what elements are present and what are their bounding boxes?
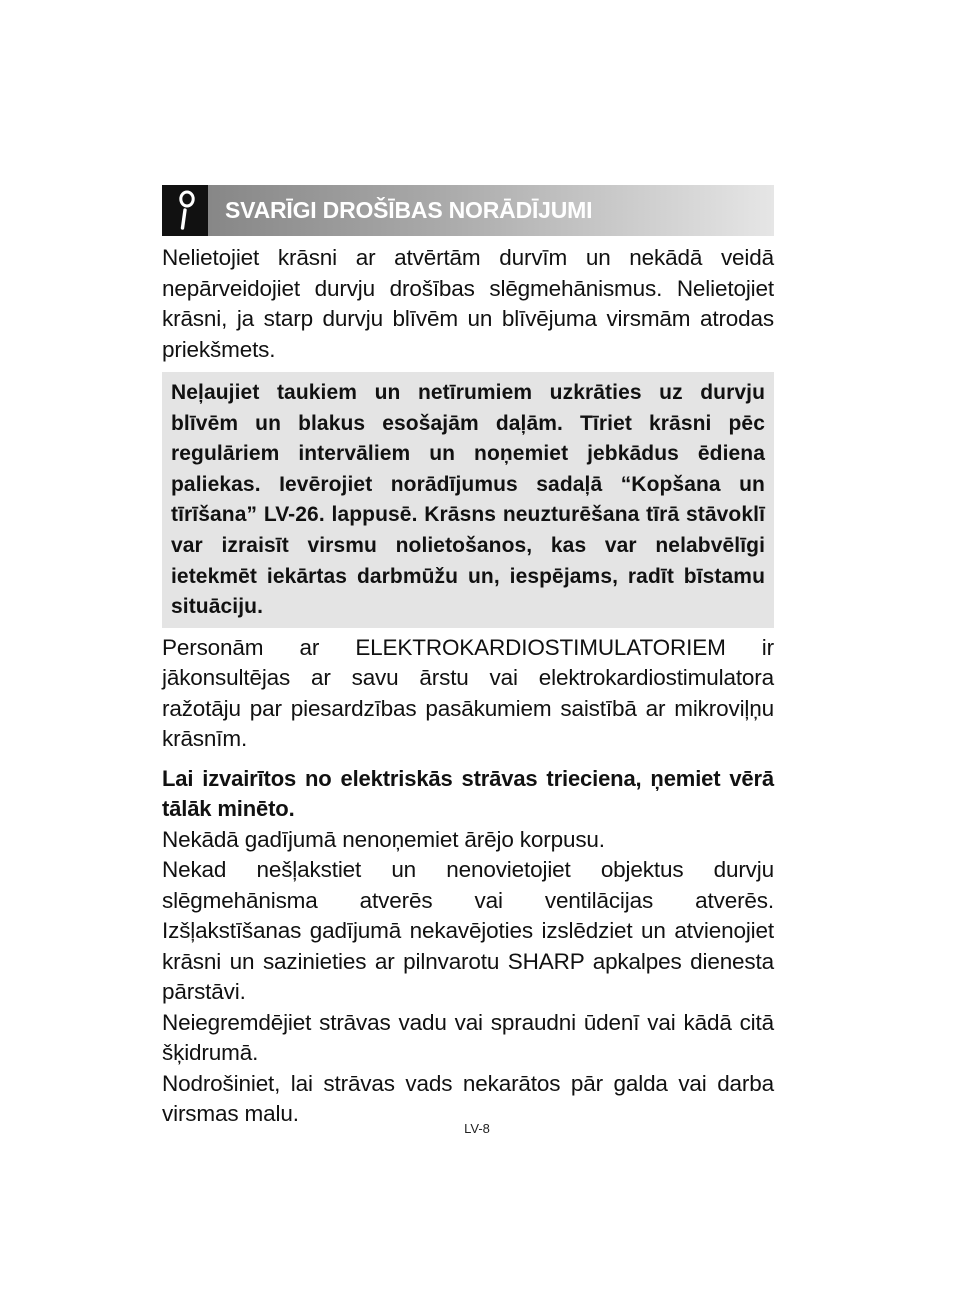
- immersion-paragraph: Neiegremdējiet strāvas vadu vai spraudni ūdenī vai kādā citā šķidrumā.: [162, 1009, 774, 1066]
- page-content: [162, 185, 774, 1130]
- page-number: LV-8: [464, 1121, 490, 1136]
- pacemaker-paragraph: Personām ar ELEKTROKARDIOSTIMULATORIEM ir jākonsultējas ar savu ārstu vai elektrokardiostimulatora ražotāju par piesardzības pasākumiem saistībā ar mikroviļņu krāsnīm.: [162, 634, 774, 752]
- warning-text: Neļaujiet taukiem un netīrumiem uzkrāties uz durvju blīvēm un blakus esošajām daļām. Tīriet krāsni pēc regulāriem intervāliem un noņemiet jebkādus ēdiena paliekas. Ievērojiet norādījumus sadaļā “Kopšana un tīrīšana” LV-26. lappusē. Krāsns neuzturēšana tīrā stāvoklī var izraisīt virsmu nolietošanos, kas var nelabvēlīgi ietekmēt iekārtas darbmūžu un, iespējams, radīt bīstamu situāciju.: [171, 381, 765, 619]
- warning-box: [162, 372, 774, 628]
- section-title: SVARĪGI DROŠĪBAS NORĀDĪJUMI: [225, 197, 593, 223]
- information-icon: [162, 185, 208, 236]
- cord-paragraph: Nodrošiniet, lai strāvas vads nekarātos pār galda vai darba virsmas malu.: [162, 1070, 774, 1127]
- openings-paragraph: Nekad nešļakstiet un nenovietojiet objektus durvju slēgmehānisma atverēs vai ventilācijas atverēs. Izšļakstīšanas gadījumā nekavējoties izslēdziet un atvienojiet krāsni un sazinieties ar pilnvarotu SHARP apkalpes dienesta pārstāvi.: [162, 857, 774, 1005]
- intro-paragraph: Nelietojiet krāsni ar atvērtām durvīm un nekādā veidā nepārveidojiet durvju drošības slēgmehānismus. Nelietojiet krāsni, ja starp durvju blīvēm un blīvējuma virsmām atrodas priekšmets.: [162, 245, 774, 362]
- electric-shock-heading: Lai izvairītos no elektriskās strāvas trieciena, ņemiet vērā tālāk minēto.: [162, 765, 774, 822]
- housing-paragraph: Nekādā gadījumā nenoņemiet ārējo korpusu.: [162, 826, 605, 852]
- section-header: [162, 185, 774, 236]
